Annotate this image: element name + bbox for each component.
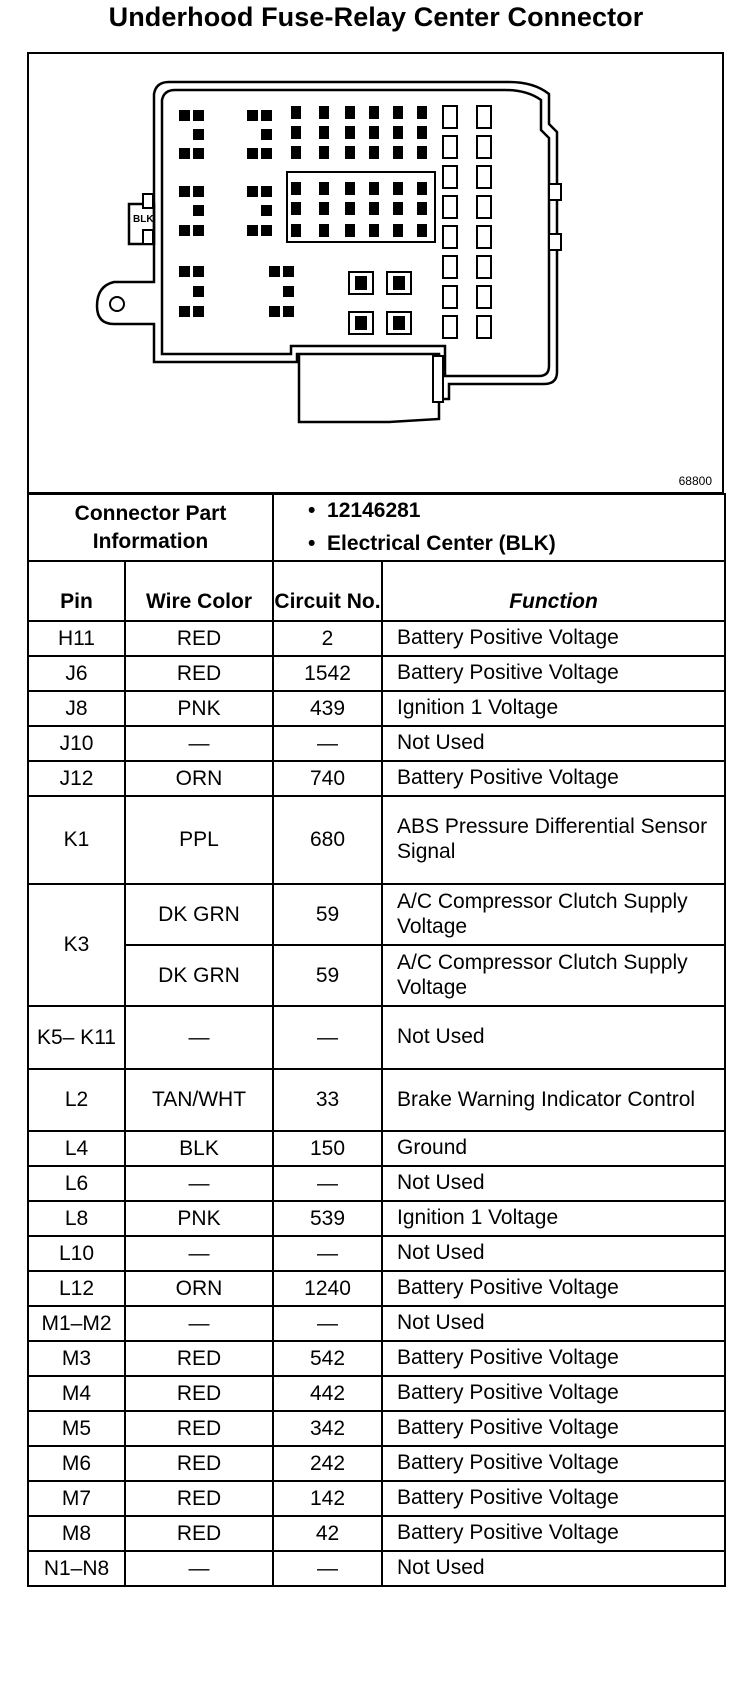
circuit-cell: — <box>273 1236 382 1271</box>
connector-info-list <box>273 494 725 561</box>
pin-cell: L2 <box>28 1069 125 1131</box>
table-row <box>28 1516 725 1551</box>
pin-cell: M1–M2 <box>28 1306 125 1341</box>
table-row <box>28 1341 725 1376</box>
wire-color-cell: PPL <box>125 796 273 884</box>
svg-text:BLK: BLK <box>133 214 154 225</box>
pin-cell: N1–N8 <box>28 1551 125 1586</box>
fuse-cavities <box>179 106 427 330</box>
function-cell: Battery Positive Voltage <box>382 1376 725 1411</box>
table-row <box>28 1481 725 1516</box>
pin-cell: M8 <box>28 1516 125 1551</box>
pin-cell: K1 <box>28 796 125 884</box>
circuit-cell: 1240 <box>273 1271 382 1306</box>
table-row <box>28 726 725 761</box>
wire-color-cell: TAN/WHT <box>125 1069 273 1131</box>
circuit-cell: 33 <box>273 1069 382 1131</box>
function-cell: A/C Compressor Clutch Supply Voltage <box>382 884 725 945</box>
wire-color-cell: RED <box>125 656 273 691</box>
function-cell: Not Used <box>382 1306 725 1341</box>
pin-cell: M6 <box>28 1446 125 1481</box>
circuit-cell: 59 <box>273 945 382 1006</box>
function-cell: Not Used <box>382 1006 725 1069</box>
header-wire-color: Wire Color <box>125 561 273 621</box>
function-cell: Brake Warning Indicator Control <box>382 1069 725 1131</box>
table-row <box>28 1006 725 1069</box>
pin-cell: J8 <box>28 691 125 726</box>
table-row <box>28 1271 725 1306</box>
function-cell: Ignition 1 Voltage <box>382 1201 725 1236</box>
part-number: • 12146281 <box>308 495 724 528</box>
circuit-cell: 42 <box>273 1516 382 1551</box>
wire-color-cell: — <box>125 1306 273 1341</box>
circuit-cell: 342 <box>273 1411 382 1446</box>
pin-cell: K3 <box>28 884 125 1006</box>
pin-cell: L12 <box>28 1271 125 1306</box>
fuse-relay-center-drawing <box>29 54 722 492</box>
table-row <box>28 945 725 1006</box>
function-cell: Ground <box>382 1131 725 1166</box>
function-cell: Ignition 1 Voltage <box>382 691 725 726</box>
pin-cell: J6 <box>28 656 125 691</box>
pin-cell: M7 <box>28 1481 125 1516</box>
pin-cell: M4 <box>28 1376 125 1411</box>
table-header-row <box>28 561 725 621</box>
function-cell: Battery Positive Voltage <box>382 1516 725 1551</box>
wire-color-cell: PNK <box>125 691 273 726</box>
table-row <box>28 1376 725 1411</box>
part-description: • Electrical Center (BLK) <box>308 528 724 561</box>
circuit-cell: — <box>273 726 382 761</box>
pin-cell: M3 <box>28 1341 125 1376</box>
function-cell: Battery Positive Voltage <box>382 621 725 656</box>
wire-color-cell: RED <box>125 1516 273 1551</box>
circuit-cell: 442 <box>273 1376 382 1411</box>
function-cell: Not Used <box>382 726 725 761</box>
pin-cell: J12 <box>28 761 125 796</box>
table-row <box>28 1201 725 1236</box>
circuit-cell: 439 <box>273 691 382 726</box>
connector-info-row <box>28 494 725 561</box>
function-cell: Not Used <box>382 1166 725 1201</box>
wire-color-cell: RED <box>125 1446 273 1481</box>
page-title: Underhood Fuse-Relay Center Connector <box>108 2 644 32</box>
function-cell: ABS Pressure Differential Sensor Signal <box>382 796 725 884</box>
circuit-cell: — <box>273 1551 382 1586</box>
table-row <box>28 761 725 796</box>
wire-color-cell: — <box>125 1551 273 1586</box>
connector-diagram <box>27 52 724 494</box>
connector-info-heading: Connector Part Information <box>28 494 273 561</box>
circuit-cell: 539 <box>273 1201 382 1236</box>
wire-color-cell: BLK <box>125 1131 273 1166</box>
wire-color-cell: RED <box>125 1341 273 1376</box>
function-cell: Battery Positive Voltage <box>382 656 725 691</box>
function-cell: Battery Positive Voltage <box>382 1446 725 1481</box>
connector-pin-table <box>27 493 726 1587</box>
table-row <box>28 621 725 656</box>
circuit-cell: 142 <box>273 1481 382 1516</box>
header-circuit-no: Circuit No. <box>273 561 382 621</box>
function-cell: Battery Positive Voltage <box>382 1271 725 1306</box>
circuit-cell: 2 <box>273 621 382 656</box>
pin-cell: K5– K11 <box>28 1006 125 1069</box>
table-row <box>28 1236 725 1271</box>
wire-color-cell: RED <box>125 1481 273 1516</box>
function-cell: Battery Positive Voltage <box>382 1481 725 1516</box>
function-cell: A/C Compressor Clutch Supply Voltage <box>382 945 725 1006</box>
wire-color-cell: RED <box>125 621 273 656</box>
wire-color-cell: ORN <box>125 1271 273 1306</box>
wire-color-cell: DK GRN <box>125 945 273 1006</box>
wire-color-cell: — <box>125 1236 273 1271</box>
circuit-cell: 542 <box>273 1341 382 1376</box>
table-row <box>28 1551 725 1586</box>
pin-cell: L6 <box>28 1166 125 1201</box>
circuit-cell: 1542 <box>273 656 382 691</box>
wire-color-cell: PNK <box>125 1201 273 1236</box>
header-function: Function <box>382 561 725 621</box>
circuit-cell: — <box>273 1006 382 1069</box>
header-pin: Pin <box>28 561 125 621</box>
table-row <box>28 1306 725 1341</box>
function-cell: Battery Positive Voltage <box>382 1341 725 1376</box>
function-cell: Not Used <box>382 1236 725 1271</box>
table-row <box>28 1411 725 1446</box>
diagram-reference-code: 68800 <box>678 474 712 488</box>
wire-color-cell: RED <box>125 1376 273 1411</box>
wire-color-cell: ORN <box>125 761 273 796</box>
table-row <box>28 1446 725 1481</box>
circuit-cell: 59 <box>273 884 382 945</box>
table-row <box>28 884 725 945</box>
pin-cell: L4 <box>28 1131 125 1166</box>
circuit-cell: 150 <box>273 1131 382 1166</box>
function-cell: Battery Positive Voltage <box>382 761 725 796</box>
pin-cell: H11 <box>28 621 125 656</box>
table-row <box>28 1131 725 1166</box>
circuit-cell: — <box>273 1166 382 1201</box>
wire-color-cell: — <box>125 726 273 761</box>
pin-cell: J10 <box>28 726 125 761</box>
table-row <box>28 1166 725 1201</box>
circuit-cell: 242 <box>273 1446 382 1481</box>
wire-color-cell: DK GRN <box>125 884 273 945</box>
wire-color-cell: — <box>125 1006 273 1069</box>
function-cell: Battery Positive Voltage <box>382 1411 725 1446</box>
function-cell: Not Used <box>382 1551 725 1586</box>
circuit-cell: — <box>273 1306 382 1341</box>
wire-color-cell: — <box>125 1166 273 1201</box>
table-row <box>28 1069 725 1131</box>
table-row <box>28 796 725 884</box>
pin-cell: L10 <box>28 1236 125 1271</box>
pin-cell: M5 <box>28 1411 125 1446</box>
pin-cell: L8 <box>28 1201 125 1236</box>
circuit-cell: 680 <box>273 796 382 884</box>
circuit-cell: 740 <box>273 761 382 796</box>
table-row <box>28 691 725 726</box>
table-row <box>28 656 725 691</box>
wire-color-cell: RED <box>125 1411 273 1446</box>
